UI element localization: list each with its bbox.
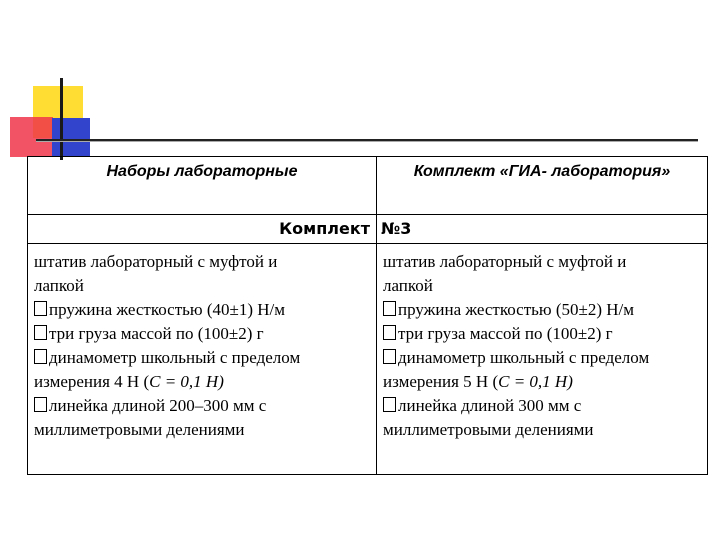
bullet-box-icon <box>383 301 396 316</box>
kit-number: №3 <box>377 215 708 244</box>
dynamometer-division: С = 0,1 Н) <box>498 372 573 391</box>
list-item <box>34 298 372 322</box>
ruler-text: линейка длиной 300 мм с <box>398 396 582 415</box>
list-line: миллиметровыми делениями <box>34 420 245 439</box>
list-item <box>383 322 703 346</box>
header-left: Наборы лабораторные <box>28 157 377 215</box>
decor-horizontal-shadow <box>36 141 698 142</box>
right-equipment-list <box>377 244 708 475</box>
spring-text: пружина жесткостью (50±2) Н/м <box>398 300 635 319</box>
list-line: штатив лабораторный с муфтой и <box>383 252 627 271</box>
weights-text: три груза массой по (100±2) г <box>398 324 613 343</box>
spring-text: пружина жесткостью (40±1) Н/м <box>49 300 286 319</box>
decor-red-square <box>10 117 53 157</box>
list-item <box>383 298 703 322</box>
weights-text: три груза массой по (100±2) г <box>49 324 264 343</box>
list-item <box>383 346 703 370</box>
bullet-box-icon <box>383 349 396 364</box>
list-line: штатив лабораторный с муфтой и <box>34 252 278 271</box>
bullet-box-icon <box>34 301 47 316</box>
bullet-box-icon <box>383 325 396 340</box>
list-item <box>34 346 372 370</box>
dynamometer-text: динамометр школьный с пределом <box>398 348 650 367</box>
decor-blue-square <box>52 118 90 156</box>
decor-vertical-line <box>60 78 63 160</box>
left-equipment-list <box>28 244 377 475</box>
ruler-text: линейка длиной 200–300 мм с <box>49 396 267 415</box>
list-item <box>34 394 372 418</box>
list-line: лапкой <box>34 276 84 295</box>
dynamometer-division: С = 0,1 Н) <box>149 372 224 391</box>
bullet-box-icon <box>383 397 396 412</box>
list-item <box>383 394 703 418</box>
equipment-table <box>27 156 708 475</box>
dynamometer-range: измерения 4 Н ( <box>34 372 150 391</box>
dynamometer-text: динамометр школьный с пределом <box>49 348 301 367</box>
list-item <box>34 322 372 346</box>
list-line: лапкой <box>383 276 433 295</box>
header-right: Комплект «ГИА- лаборатория» <box>377 157 708 215</box>
bullet-box-icon <box>34 397 47 412</box>
list-line <box>383 370 703 394</box>
list-line: миллиметровыми делениями <box>383 420 594 439</box>
list-line <box>34 370 372 394</box>
bullet-box-icon <box>34 349 47 364</box>
dynamometer-range: измерения 5 Н ( <box>383 372 499 391</box>
bullet-box-icon <box>34 325 47 340</box>
kit-label: Комплект <box>28 215 377 244</box>
